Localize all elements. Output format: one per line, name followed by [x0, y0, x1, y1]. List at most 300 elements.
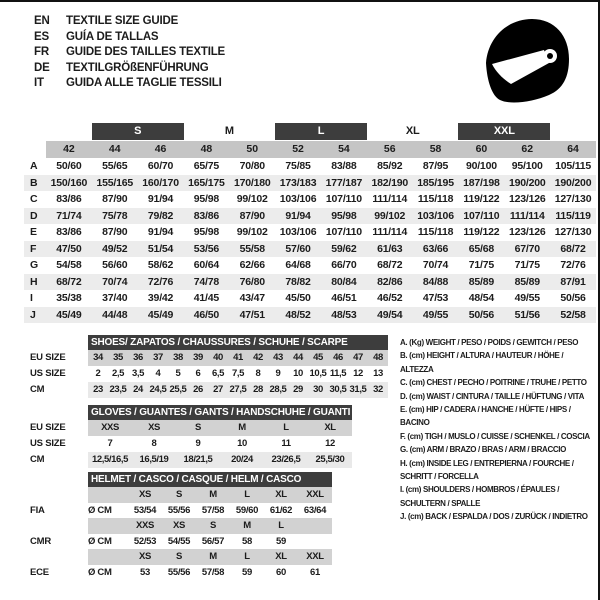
size-cell: 43: [268, 350, 288, 366]
size-value: 85/89: [468, 275, 495, 288]
numeric-size: 42: [46, 141, 92, 158]
row-label: CM: [30, 454, 45, 465]
size-cell: 30: [308, 382, 328, 398]
size-cell: 23,5: [108, 382, 128, 398]
size-value: 68/72: [377, 259, 403, 271]
size-cell: 27,5: [228, 382, 248, 398]
size-value: 64/68: [285, 259, 311, 271]
size-value: 46/51: [331, 292, 357, 304]
measurement-legend: [400, 336, 596, 524]
size-cell: 18/21,5: [176, 452, 220, 468]
shoes-row: [24, 382, 388, 398]
helmet-size-value: 59/60: [235, 504, 259, 516]
helmet-size-value: 60: [276, 566, 286, 578]
helmet-size-value: 59: [242, 566, 252, 578]
size-value: 107/110: [325, 226, 362, 238]
size-value: 111/114: [372, 226, 408, 238]
helmet-size: S: [162, 549, 196, 565]
size-cell: 47: [348, 350, 368, 366]
band-spacer: [88, 487, 128, 503]
size-value: 91/94: [285, 209, 311, 222]
size-value: 50/60: [56, 160, 82, 172]
numeric-size-row: [24, 141, 596, 158]
size-value: 83/86: [193, 209, 220, 222]
helmet-size: L: [230, 487, 264, 503]
size-value: 65/68: [468, 242, 495, 255]
size-value: 87/90: [239, 209, 265, 222]
size-cell: 45: [308, 350, 328, 366]
language-row: [34, 30, 225, 46]
row-label: CM: [30, 384, 45, 395]
language-code: DE: [34, 61, 50, 74]
size-value: 115/118: [417, 226, 454, 238]
size-value: 119/122: [463, 226, 500, 238]
size-value: 35/38: [56, 292, 82, 304]
size-value: 61/63: [377, 242, 403, 255]
size-value: 74/78: [193, 275, 220, 288]
size-value: 45/49: [147, 308, 174, 321]
gloves-row: [24, 452, 352, 468]
numeric-size: 44: [92, 141, 138, 158]
size-cell: 6: [195, 368, 201, 379]
size-cell: 5: [175, 368, 181, 379]
size-value: 107/110: [325, 193, 362, 205]
legend-item: C. (cm) CHEST / PECHO / POITRINE / TRUHE / PETTO: [400, 378, 587, 388]
size-value: 160/170: [142, 176, 179, 189]
size-value: 95/98: [193, 226, 220, 238]
size-value: 177/187: [325, 176, 363, 189]
size-value: 185/195: [417, 176, 454, 189]
size-cell: 6,5: [211, 368, 224, 379]
language-row: [34, 14, 225, 30]
size-value: 48/53: [331, 308, 357, 321]
language-code: ES: [34, 30, 49, 43]
size-value: 60/70: [147, 160, 174, 172]
size-cell: 11: [281, 438, 291, 449]
measurement-row-b: [24, 175, 596, 192]
helmet-size: S: [162, 487, 196, 503]
size-value: 55/65: [102, 160, 128, 172]
helmet-icon: [470, 8, 582, 106]
standard-label: ECE: [30, 566, 49, 578]
size-group-s: S: [92, 123, 184, 140]
size-cell: 9: [275, 368, 281, 379]
size-cell: 34: [88, 350, 108, 366]
size-value: 85/89: [514, 275, 540, 288]
language-title-list: [34, 14, 225, 92]
row-letter: I: [30, 292, 33, 304]
gloves-table-title: GLOVES / GUANTES / GANTS / HANDSCHUHE / GUANTI: [88, 405, 352, 420]
size-value: 70/74: [102, 275, 128, 288]
size-value: 87/91: [560, 275, 586, 288]
helmet-size: M: [230, 518, 264, 534]
size-value: 111/114: [509, 209, 545, 222]
size-value: 103/106: [279, 226, 317, 238]
size-value: 56/60: [102, 259, 128, 271]
language-row: [34, 45, 225, 61]
helmet-size: XXS: [128, 518, 162, 534]
size-cell: 48: [368, 350, 388, 366]
size-cell: 32: [368, 382, 388, 398]
helmet-size-value: 57/58: [201, 504, 225, 516]
size-cell: 35: [108, 350, 128, 366]
helmet-size: M: [196, 549, 230, 565]
numeric-size: 62: [504, 141, 550, 158]
diameter-unit: Ø CM: [88, 535, 112, 547]
row-label: EU SIZE: [30, 422, 66, 433]
numeric-size: 58: [413, 141, 459, 158]
size-value: 62/66: [239, 259, 265, 271]
size-value: 87/90: [102, 226, 128, 238]
legend-item: A. (Kg) WEIGHT / PESO / POIDS / GEWITCH / PESO: [400, 338, 579, 347]
helmet-table-title: HELMET / CASCO / CASQUE / HELM / CASCO: [88, 472, 332, 487]
helmet-table: [24, 472, 332, 580]
size-value: 170/180: [233, 176, 271, 189]
size-value: 85/92: [377, 160, 403, 172]
size-cell: 2,5: [111, 368, 124, 379]
size-value: 127/130: [554, 193, 592, 205]
size-value: 68/72: [560, 242, 586, 255]
visor-pivot-center: [547, 53, 553, 59]
size-value: 49/55: [514, 292, 540, 304]
size-value: 67/70: [514, 242, 540, 255]
legend-item: J. (cm) BACK / ESPALDA / DOS / ZURÜCK / INDIETRO: [400, 512, 588, 522]
size-value: 50/56: [468, 308, 495, 321]
size-value: 71/74: [56, 209, 82, 222]
size-value: 72/76: [147, 275, 174, 288]
size-cell: 16,5/19: [132, 452, 176, 468]
helmet-size: M: [196, 487, 230, 503]
size-cell: 27: [208, 382, 228, 398]
size-value: 72/76: [560, 259, 586, 271]
size-cell: 7,5: [231, 368, 244, 379]
size-cell: 38: [168, 350, 188, 366]
size-value: 82/86: [377, 275, 403, 288]
band-spacer: [88, 518, 128, 534]
size-value: 49/54: [377, 308, 403, 321]
gloves-table: [24, 405, 352, 468]
size-cell: 10: [237, 438, 247, 449]
size-cell: 11,5: [329, 368, 347, 379]
size-value: 87/90: [102, 193, 128, 205]
numeric-size: 48: [183, 141, 229, 158]
row-letter: G: [30, 259, 38, 271]
size-value: 46/52: [377, 292, 403, 304]
size-cell: 24,5: [148, 382, 168, 398]
size-cell: 2: [95, 368, 101, 379]
measurement-row-e: [24, 224, 596, 241]
size-value: 182/190: [371, 176, 409, 189]
size-cell: 29: [288, 382, 308, 398]
size-cell: 25,5: [168, 382, 188, 398]
size-value: 51/54: [147, 242, 174, 255]
size-cell: L: [264, 420, 308, 436]
size-cell: 20/24: [220, 452, 264, 468]
size-cell: 39: [188, 350, 208, 366]
language-title: TEXTILGRÖßENFÜHRUNG: [66, 61, 209, 74]
shoes-row: [24, 366, 388, 382]
size-value: 46/50: [193, 308, 220, 321]
size-value: 78/82: [285, 275, 311, 288]
helmet-size-row: [24, 487, 332, 503]
shoes-table: [24, 335, 388, 398]
size-value: 107/110: [463, 209, 500, 222]
legend-item: D. (cm) WAIST / CINTURA / TAILLE / HÜFTUNG / VITA: [400, 391, 585, 401]
size-cell: 28: [248, 382, 268, 398]
size-value: 95/98: [193, 193, 220, 205]
size-value: 49/52: [102, 242, 128, 255]
size-cell: 12,5/16,5: [88, 452, 132, 468]
legend-item: F. (cm) TIGH / MUSLO / CUISSE / SCHENKEL / COSCIA: [400, 431, 590, 441]
gloves-rows: [24, 420, 352, 468]
row-label: US SIZE: [30, 368, 66, 379]
size-value: 57/60: [285, 242, 311, 255]
helmet-value-row: [24, 503, 332, 519]
size-value: 47/53: [422, 292, 449, 304]
helmet-value-row: [24, 534, 332, 550]
size-value: 66/70: [331, 259, 357, 271]
helmet-size-value: 55/56: [167, 566, 191, 578]
row-letter: C: [30, 193, 38, 205]
numeric-size: 50: [229, 141, 275, 158]
size-cell: 44: [288, 350, 308, 366]
size-value: 70/74: [422, 259, 449, 271]
size-value: 37/40: [102, 292, 128, 304]
row-letter: F: [30, 242, 37, 255]
size-group-row: [24, 123, 596, 140]
size-value: 65/75: [193, 160, 220, 172]
size-value: 90/100: [465, 160, 497, 172]
size-value: 50/56: [560, 292, 586, 304]
size-value: 190/200: [508, 176, 546, 189]
legend-item: B. (cm) HEIGHT / ALTURA / HAUTEUR / HÖHE / ALTEZZA: [400, 351, 564, 374]
size-cell: 12: [325, 438, 335, 449]
size-value: 71/75: [468, 259, 495, 271]
measurement-row-d: [24, 208, 596, 225]
row-letter: B: [30, 176, 38, 189]
legend-item: H. (cm) INSIDE LEG / ENTREPIERNA / FOURCHE / SCHRITT / FORCELLA: [400, 458, 574, 482]
size-cell: XL: [308, 420, 352, 436]
numeric-size: 64: [550, 141, 596, 158]
size-cell: 28,5: [268, 382, 288, 398]
helmet-size-value: 61/62: [269, 504, 293, 516]
helmet-size-value: 63/64: [303, 504, 327, 516]
size-value: 187/198: [463, 176, 500, 189]
size-value: 45/50: [285, 292, 311, 304]
size-cell: 3,5: [131, 368, 144, 379]
textile-size-table: [24, 123, 596, 323]
size-cell: 10,5: [309, 368, 327, 379]
standard-label: FIA: [30, 504, 45, 516]
helmet-size: XXL: [298, 549, 332, 565]
size-value: 80/84: [331, 275, 357, 288]
row-letter: E: [30, 226, 37, 238]
size-cell: 12: [353, 368, 363, 379]
size-value: 103/106: [279, 193, 317, 205]
size-value: 99/102: [236, 226, 268, 238]
size-value: 63/66: [422, 242, 449, 255]
helmet-value-row: [24, 565, 332, 581]
size-value: 39/42: [147, 292, 174, 304]
shoes-row: [24, 350, 388, 366]
row-label: US SIZE: [30, 438, 66, 449]
size-cell: XS: [132, 420, 176, 436]
size-value: 53/56: [193, 242, 220, 255]
size-value: 68/72: [56, 275, 82, 288]
size-value: 41/45: [193, 292, 220, 304]
helmet-size-value: 58: [242, 535, 252, 547]
size-value: 95/98: [331, 209, 357, 222]
language-code: EN: [34, 15, 50, 27]
size-value: 127/130: [554, 226, 592, 238]
measurement-row-g: [24, 257, 596, 274]
size-value: 84/88: [422, 275, 449, 288]
numeric-size: 56: [367, 141, 413, 158]
size-value: 51/56: [514, 308, 540, 321]
numeric-size: 54: [321, 141, 367, 158]
row-letter: A: [30, 160, 38, 172]
language-title: GUIDE DES TAILLES TEXTILE: [66, 46, 225, 58]
row-label: EU SIZE: [30, 352, 66, 363]
size-cell: XXS: [88, 420, 132, 436]
size-value: 45/49: [56, 308, 82, 321]
measurement-row-a: [24, 158, 596, 175]
measurement-row-j: [24, 307, 596, 324]
size-value: 150/160: [50, 176, 88, 189]
size-cell: 31,5: [348, 382, 368, 398]
size-cell: 37: [148, 350, 168, 366]
size-value: 87/95: [422, 160, 449, 172]
helmet-size: XL: [264, 549, 298, 565]
size-value: 83/86: [56, 193, 82, 205]
helmet-size-value: 57/58: [201, 566, 225, 578]
size-value: 99/102: [374, 209, 406, 222]
size-cell: 26: [188, 382, 208, 398]
language-title: GUIDA ALLE TAGLIE TESSILI: [66, 77, 222, 89]
size-cell: 9: [195, 438, 201, 449]
size-cell: 23/26,5: [264, 452, 308, 468]
size-value: 58/62: [147, 259, 174, 271]
size-group-l: L: [275, 123, 367, 140]
size-cell: 7: [107, 438, 113, 449]
standard-label: CMR: [30, 535, 52, 547]
size-value: 49/55: [422, 308, 449, 321]
size-value: 54/58: [56, 259, 82, 271]
helmet-size-value: 52/53: [133, 535, 157, 547]
size-cell: 8: [255, 368, 261, 379]
legend-item: E. (cm) HIP / CADERA / HANCHE / HÜFTE / HIPS / BACINO: [400, 405, 571, 428]
size-value: 119/122: [463, 193, 500, 205]
language-row: [34, 76, 225, 92]
size-value: 48/52: [285, 308, 311, 321]
size-value: 91/94: [147, 193, 174, 205]
helmet-size: S: [196, 518, 230, 534]
band-spacer: [88, 549, 128, 565]
size-value: 103/106: [417, 209, 454, 222]
size-value: 55/58: [239, 242, 265, 255]
helmet-size-value: 53/54: [133, 504, 157, 516]
size-cell: 4: [155, 368, 161, 379]
helmet-size-value: 54/55: [167, 535, 191, 547]
size-value: 115/119: [555, 209, 591, 222]
size-cell: 30,5: [328, 382, 348, 398]
size-cell: 41: [228, 350, 248, 366]
helmet-size: XL: [264, 487, 298, 503]
size-value: 75/85: [285, 160, 311, 172]
size-group-m: M: [224, 125, 234, 137]
shoes-rows: [24, 350, 388, 398]
size-cell: 42: [248, 350, 268, 366]
size-value: 60/64: [193, 259, 220, 271]
size-value: 71/75: [514, 259, 540, 271]
size-value: 165/175: [188, 176, 225, 189]
language-title: GUÍA DE TALLAS: [66, 30, 159, 43]
size-cell: 46: [328, 350, 348, 366]
helmet-size: XXL: [298, 487, 332, 503]
gloves-row: [24, 436, 352, 452]
size-value: 83/86: [56, 226, 82, 238]
size-value: 47/50: [56, 242, 82, 255]
numeric-size: 60: [458, 141, 504, 158]
size-cell: 36: [128, 350, 148, 366]
row-label: [24, 518, 88, 534]
legend-item: G. (cm) ARM / BRAZO / BRAS / ARM / BRACCIO: [400, 445, 567, 455]
size-cell: 8: [151, 438, 157, 449]
helmet-size: XS: [162, 518, 196, 534]
row-label: [24, 487, 88, 503]
helmet-size-value: 61: [310, 566, 320, 578]
size-value: 59/62: [331, 242, 357, 255]
size-value: 115/118: [417, 193, 454, 205]
numeric-size: 46: [138, 141, 184, 158]
measurement-row-c: [24, 191, 596, 208]
size-value: 155/165: [96, 176, 134, 189]
size-value: 48/54: [468, 292, 495, 304]
size-value: 190/200: [554, 176, 592, 189]
size-value: 95/100: [511, 160, 543, 172]
row-letter: D: [30, 209, 38, 222]
size-value: 123/126: [508, 193, 546, 205]
size-value: 44/48: [102, 308, 128, 321]
size-cell: 13: [373, 368, 383, 379]
size-value: 75/78: [102, 209, 128, 222]
helmet-size-row: [24, 518, 332, 534]
size-value: 79/82: [147, 209, 174, 222]
legend-item: I. (cm) SHOULDERS / HOMBROS / ÉPAULES / SCHULTERN / SPALLE: [400, 485, 560, 508]
measurement-row-i: [24, 290, 596, 307]
helmet-size: L: [264, 518, 298, 534]
size-value: 91/94: [147, 226, 174, 238]
helmet-size: XS: [128, 487, 162, 503]
helmet-size-value: 56/57: [201, 535, 225, 547]
size-value: 173/183: [279, 176, 317, 189]
row-letter: H: [30, 275, 38, 288]
shoes-table-title: SHOES/ ZAPATOS / CHAUSSURES / SCHUHE / SCARPE: [88, 335, 388, 350]
size-value: 52/58: [560, 308, 586, 321]
row-letter: J: [30, 308, 36, 321]
corner-cell: [24, 141, 46, 158]
size-value: 123/126: [508, 226, 546, 238]
language-code: FR: [34, 46, 49, 58]
size-value: 47/51: [239, 308, 265, 321]
size-group-xxl: XXL: [458, 123, 550, 140]
measurement-row-h: [24, 274, 596, 291]
size-value: 111/114: [372, 193, 408, 205]
language-code: IT: [34, 77, 44, 89]
size-value: 105/115: [555, 160, 592, 172]
helmet-size-value: 59: [276, 535, 286, 547]
helmet-size-value: [298, 534, 332, 550]
